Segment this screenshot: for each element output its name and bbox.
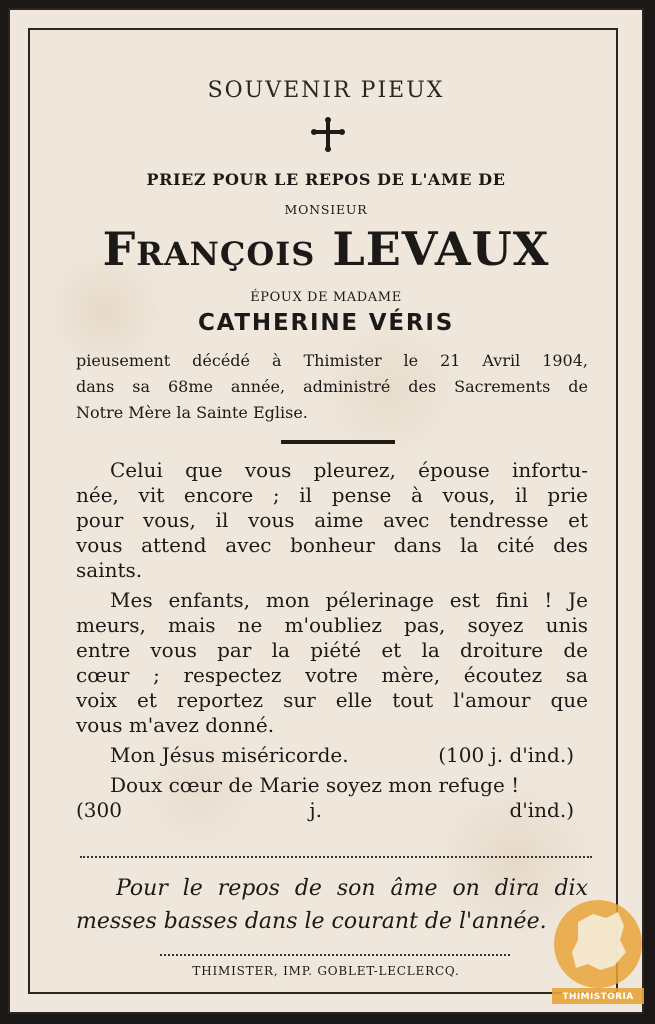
divider-rule [281, 440, 395, 444]
card-text [76, 458, 588, 823]
prayer-marie [76, 773, 588, 823]
text-line: Mes enfants, mon pélerinage est fini ! Je [110, 588, 588, 612]
prayer-jesus [76, 743, 588, 768]
text-line: cœur ; respectez votre mère, écoutez sa [76, 663, 588, 687]
masses-line: Pour le repos de son âme on dira dix [116, 876, 588, 901]
monsieur-label: MONSIEUR [284, 202, 368, 217]
deceased-name: François LEVAUX [102, 222, 550, 276]
printer-credit: THIMISTER, IMP. GOBLET-LECLERCQ. [192, 964, 460, 978]
text-line: pour vous, il vous aime avec tendresse et [76, 508, 588, 532]
text-line: voix et reportez sur elle tout l'amour que [76, 688, 588, 712]
prayer-request: PRIEZ POUR LE REPOS DE L'AME DE [146, 170, 506, 189]
indulgence-text: (300 j. d'ind.) [76, 798, 574, 822]
text-line: née, vit encore ; il pense à vous, il prie [76, 483, 588, 507]
text-line: vous attend avec bonheur dans la cité des [76, 533, 588, 557]
indulgence-text: (100 j. d'ind.) [438, 743, 574, 767]
text-line: saints. [76, 558, 143, 582]
paragraph-widow [76, 458, 588, 583]
spouse-label: ÉPOUX DE MADAME [250, 290, 402, 305]
prayer-text: Doux cœur de Marie soyez mon refuge ! [110, 773, 520, 797]
dotted-divider [160, 954, 510, 956]
cross-icon [310, 116, 346, 152]
souvenir-heading: SOUVENIR PIEUX [207, 78, 445, 103]
masses-notice [76, 872, 588, 938]
intro-line: dans sa 68me année, administré des Sacrements de [76, 377, 588, 396]
text-line: vous m'avez donné. [76, 713, 275, 737]
intro-line: Notre Mère la Sainte Eglise. [76, 403, 308, 422]
prayer-text: Mon Jésus miséricorde. [110, 743, 349, 767]
masses-line: messes basses dans le courant de l'année. [76, 909, 547, 934]
text-line: entre vous par la piété et la droiture de [76, 638, 588, 662]
text-line: meurs, mais ne m'oubliez pas, soyez unis [76, 613, 588, 637]
watermark-label: THIMISTORIA [562, 992, 634, 1002]
death-notice [76, 348, 588, 426]
spouse-name: CATHERINE VÉRIS [197, 310, 455, 336]
text-line: Celui que vous pleurez, épouse infortu- [110, 458, 588, 482]
intro-line: pieusement décédé à Thimister le 21 Avril 1904, [76, 351, 588, 370]
mortuary-card [10, 10, 642, 1012]
dotted-divider [80, 856, 592, 858]
paragraph-children [76, 588, 588, 738]
